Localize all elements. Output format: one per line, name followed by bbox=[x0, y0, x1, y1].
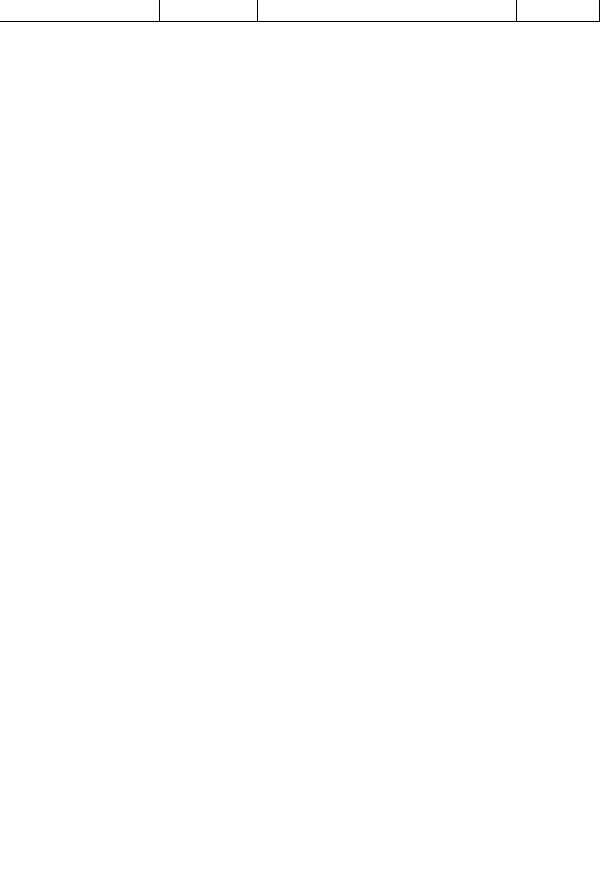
header-buchungscode[interactable] bbox=[160, 0, 258, 22]
header-reisezeitraum[interactable] bbox=[0, 0, 160, 22]
header-preis[interactable] bbox=[517, 0, 600, 22]
header-abfahrtsorte[interactable] bbox=[258, 0, 517, 22]
